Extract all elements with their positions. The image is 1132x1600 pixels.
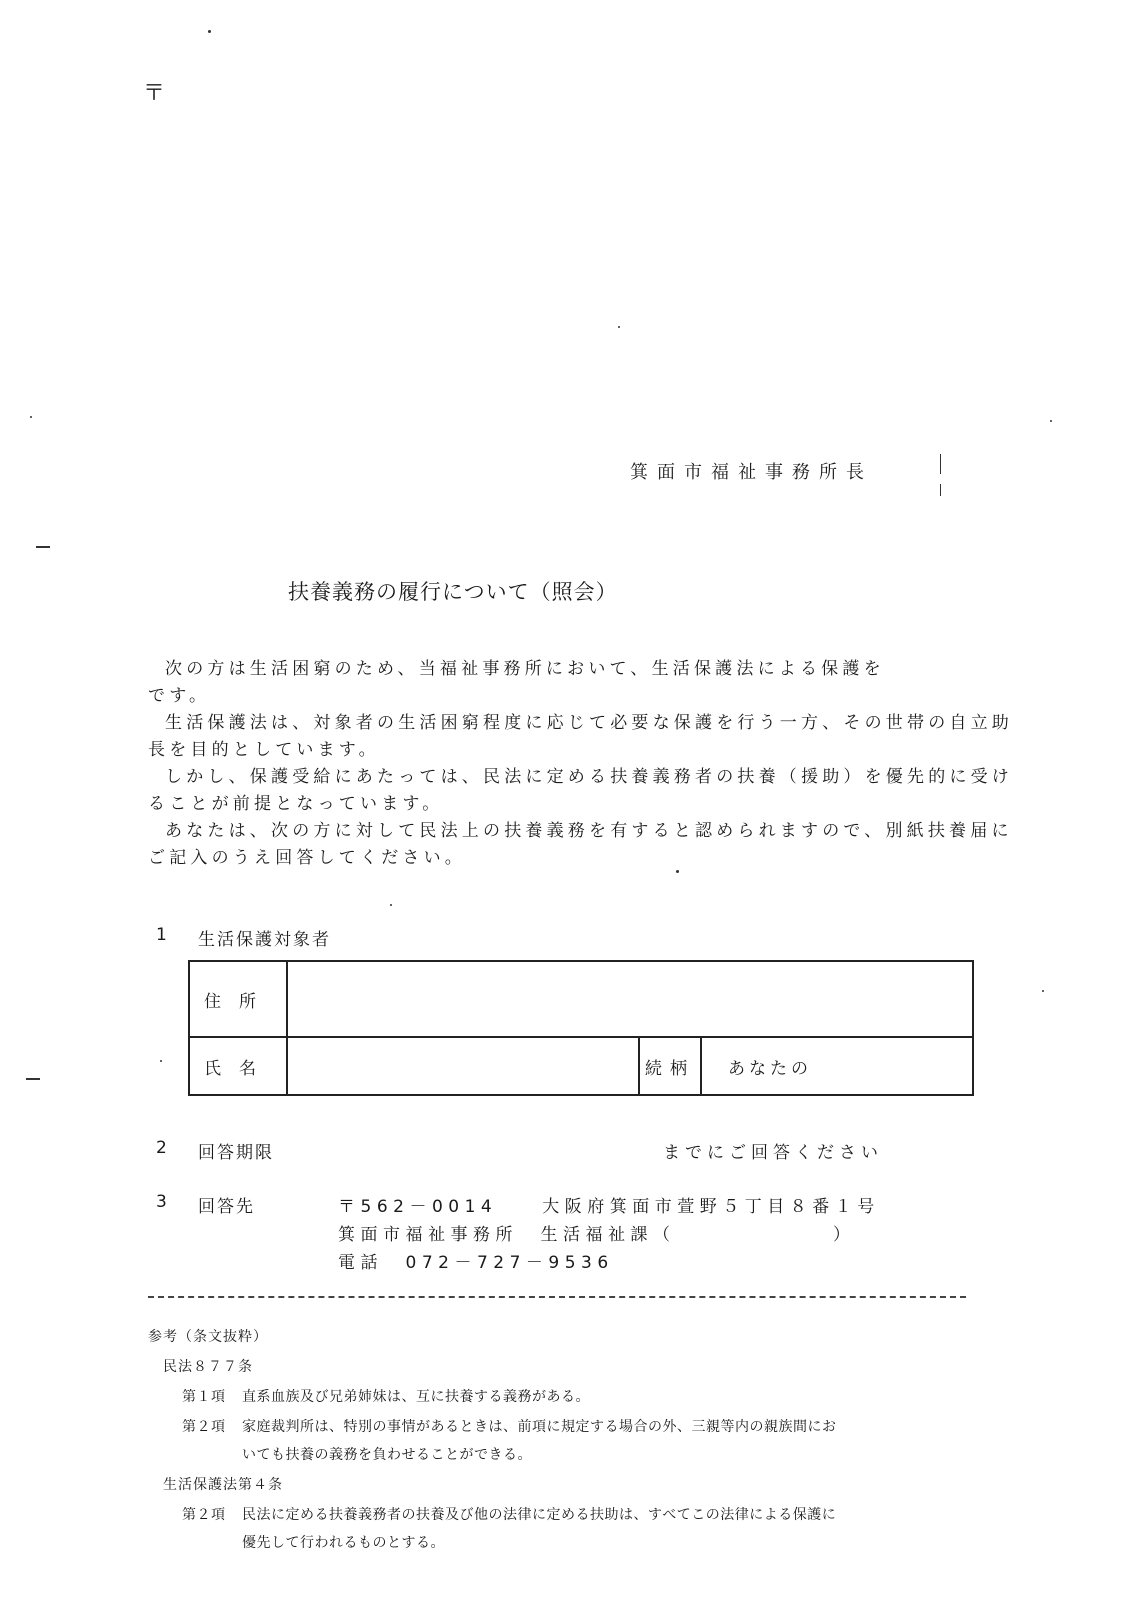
address-field[interactable] [287, 961, 973, 1037]
scan-speck [676, 870, 679, 873]
section-label: 回答期限 [198, 1143, 274, 1163]
clause-label: 第１項 [182, 1389, 226, 1405]
clause-text-continued: 優先して行われるものとする。 [242, 1535, 445, 1551]
relation-field[interactable]: あなたの [701, 1037, 973, 1095]
scan-speck [160, 1060, 162, 1062]
section-label: 生活保護対象者 [198, 930, 331, 950]
reply-office: 箕面市福祉事務所 生活福祉課（ ） [338, 1225, 856, 1245]
scan-speck [208, 30, 211, 33]
clause-text: 直系血族及び兄弟姉妹は、互に扶養する義務がある。 [242, 1389, 590, 1405]
body-paragraph: あなたは、次の方に対して民法上の扶養義務を有すると認められますので、別紙扶養届にご記入のうえ回答してください。 [148, 821, 1013, 868]
postal-mark: 〒 [143, 81, 166, 106]
reply-phone: 電話 072－727－9536 [338, 1253, 614, 1273]
relation-label: 続柄 [639, 1037, 701, 1095]
address-label: 住所 [189, 961, 287, 1037]
name-field[interactable] [287, 1037, 639, 1095]
clause-text-continued: いても扶養の義務を負わせることができる。 [242, 1447, 532, 1463]
scan-speck [1050, 420, 1052, 422]
clause-text: 家庭裁判所は、特別の事情があるときは、前項に規定する場合の外、三親等内の親族間にお [242, 1419, 837, 1435]
clause-text: 民法に定める扶養義務者の扶養及び他の法律に定める扶助は、すべてこの法律による保護に [242, 1507, 837, 1523]
dashed-divider [148, 1296, 966, 1298]
punch-mark [36, 546, 50, 548]
margin-rule [940, 484, 941, 496]
scan-speck [390, 904, 392, 906]
punch-mark [26, 1078, 40, 1080]
body-paragraph: 次の方は生活困窮のため、当福祉事務所において、生活保護法による保護を です。 [148, 659, 1076, 706]
deadline-note: までにご回答ください [663, 1143, 883, 1163]
recipient-table [188, 960, 974, 1096]
section-number: 2 [156, 1138, 167, 1158]
law-title: 民法８７７条 [163, 1359, 253, 1375]
section-label: 回答先 [198, 1197, 255, 1217]
clause-label: 第２項 [182, 1419, 226, 1435]
scan-speck [618, 326, 620, 328]
reference-heading: 参考（条文抜粋） [148, 1329, 268, 1345]
scan-speck [1042, 990, 1044, 992]
scan-speck [30, 416, 32, 418]
reply-address: 〒562－0014 大阪府箕面市萱野５丁目８番１号 [338, 1197, 880, 1217]
clause-label: 第２項 [182, 1507, 226, 1523]
section-number: 3 [156, 1192, 167, 1212]
body-text [148, 656, 1076, 872]
body-paragraph: 生活保護法は、対象者の生活困窮程度に応じて必要な保護を行う一方、その世帯の自立助長を目的としています。 [148, 713, 1013, 760]
body-paragraph: しかし、保護受給にあたっては、民法に定める扶養義務者の扶養（援助）を優先的に受けることが前提となっています。 [148, 767, 1013, 814]
sender-name: 箕面市福祉事務所長 [630, 462, 873, 483]
document-title: 扶養義務の履行について（照会） [288, 580, 618, 604]
margin-rule [940, 454, 941, 474]
name-label: 氏名 [189, 1037, 287, 1095]
section-number: 1 [156, 925, 167, 945]
law-title: 生活保護法第４条 [163, 1477, 283, 1493]
